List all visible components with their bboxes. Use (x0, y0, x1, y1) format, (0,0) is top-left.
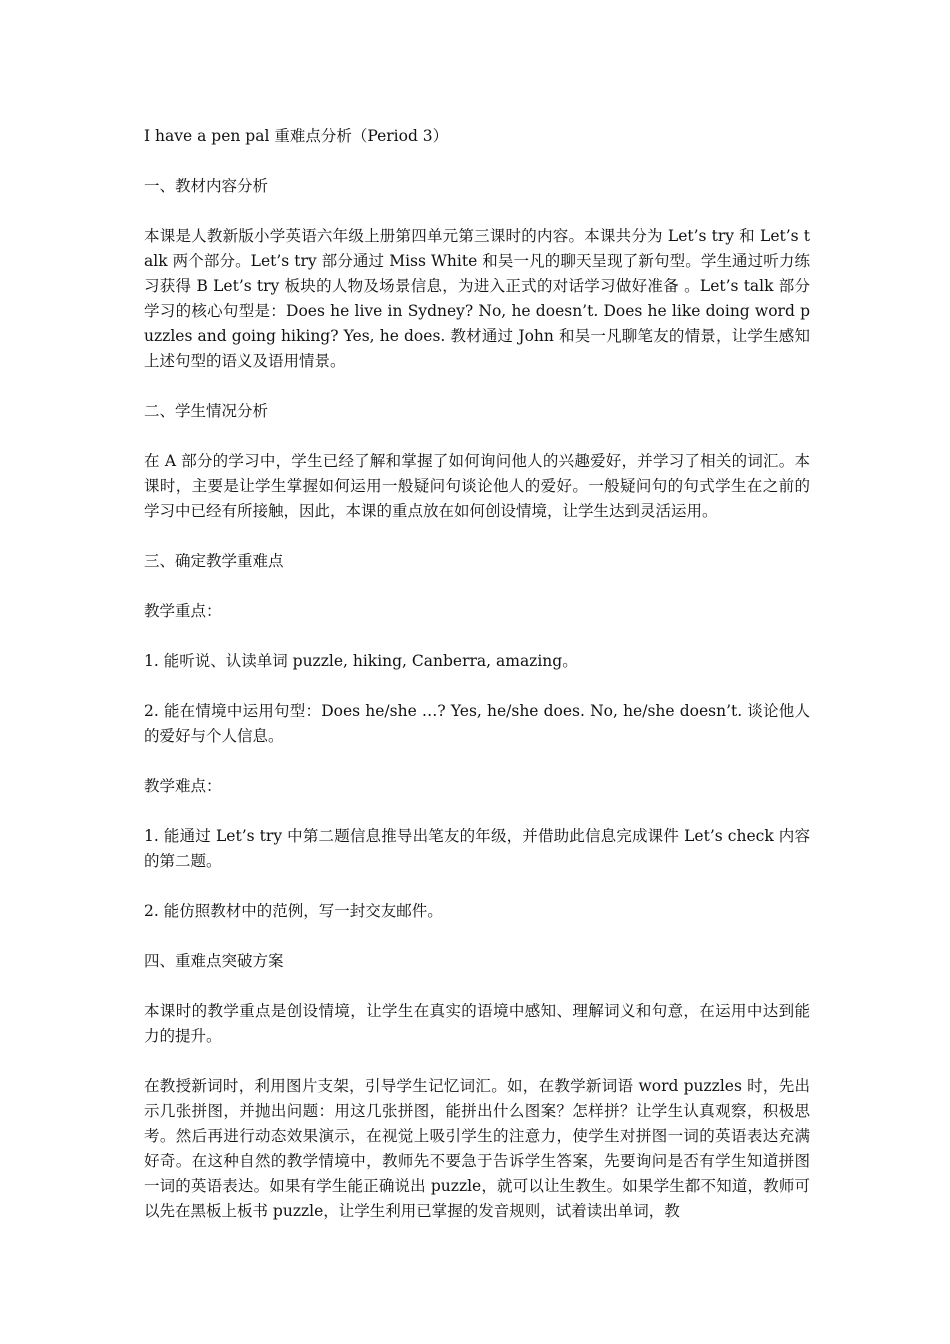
focus-item-2: 2. 能在情境中运用句型：Does he/she …? Yes, he/she does. No, he/she doesn’t. 谈论他人的爱好与个人信息。 (144, 702, 810, 745)
difficulty-item-1: 1. 能通过 Let’s try 中第二题信息推导出笔友的年级，并借助此信息完成课件 Let’s check 内容的第二题。 (144, 827, 810, 870)
paragraph-student-analysis: 在 A 部分的学习中，学生已经了解和掌握了如何询问他人的兴趣爱好，并学习了相关的词汇。本课时，主要是让学生掌握如何运用一般疑问句谈论他人的爱好。一般疑问句的句式学生在之前的学习中已经有所接触，因此，本课的重点放在如何创设情境，让学生达到灵活运用。 (144, 452, 810, 520)
focus-item-1: 1. 能听说、认读单词 puzzle, hiking, Canberra, amazing。 (144, 652, 578, 670)
paragraph-breakthrough-2: 在教授新词时，利用图片支架，引导学生记忆词汇。如，在教学新词语 word puzzles 时，先出示几张拼图，并抛出问题：用这几张拼图，能拼出什么图案？怎样拼？让学生认真观察，积极思考。然后再进行动态效果演示，在视觉上吸引学生的注意力，使学生对拼图一词的英语表达充满好奇。在这种自然的教学情境中，教师先不要急于告诉学生答案，先要询问是否有学生知道拼图一词的英语表达。如果有学生能正确说出 puzzle，就可以让生教生。如果学生都不知道，教师可以先在黑板上板书 puzzle，让学生利用已掌握的发音规则，试着读出单词，教 (144, 1077, 810, 1220)
document-title: I have a pen pal 重难点分析（Period 3） (144, 127, 449, 145)
section-heading-key-points: 三、确定教学重难点 (144, 552, 284, 570)
section-heading-breakthrough: 四、重难点突破方案 (144, 952, 284, 970)
section-heading-content-analysis: 一、教材内容分析 (144, 177, 269, 195)
label-teaching-focus: 教学重点： (144, 602, 222, 620)
paragraph-breakthrough-1: 本课时的教学重点是创设情境，让学生在真实的语境中感知、理解词义和句意，在运用中达到能力的提升。 (144, 1002, 810, 1045)
paragraph-content-analysis: 本课是人教新版小学英语六年级上册第四单元第三课时的内容。本课共分为 Let’s try 和 Let’s talk 两个部分。Let’s try 部分通过 Miss White 和吴一凡的聊天呈现了新句型。学生通过听力练习获得 B Let’s try 板块的人物及场景信息，为进入正式的对话学习做好准备 。Let’s talk 部分学习的核心句型是：Does he live in Sydney? No, he doesn’t. Does he like doing word puzzles and going hiking? Yes, he does. 教材通过 John 和吴一凡聊笔友的情景，让学生感知上述句型的语义及语用情景。 (144, 227, 810, 370)
label-teaching-difficulty: 教学难点： (144, 777, 222, 795)
section-heading-student-analysis: 二、学生情况分析 (144, 402, 269, 420)
document-body (144, 124, 810, 1249)
difficulty-item-2: 2. 能仿照教材中的范例，写一封交友邮件。 (144, 902, 443, 920)
